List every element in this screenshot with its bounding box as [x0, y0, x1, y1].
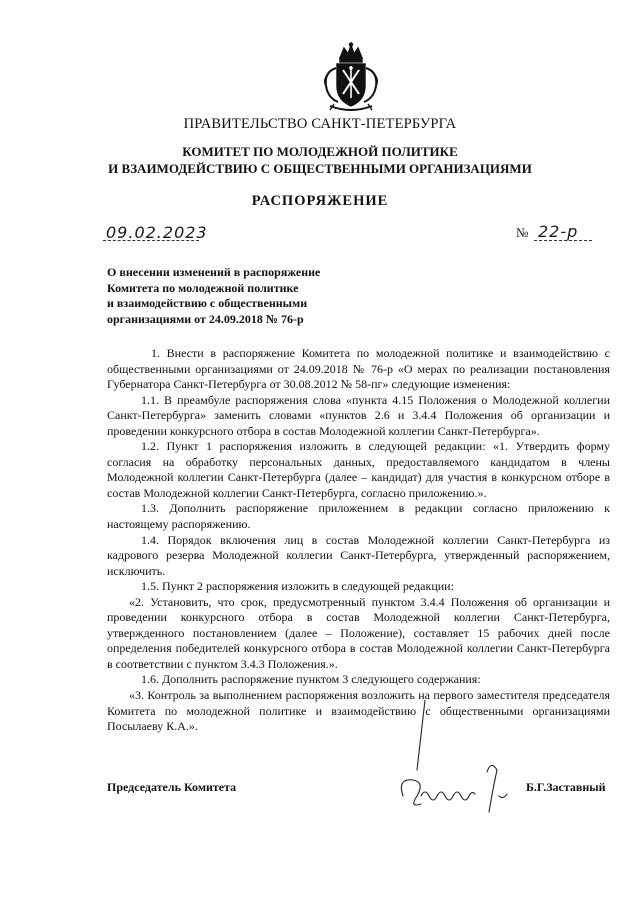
subject-line: О внесении изменений в распоряжение: [107, 265, 321, 279]
government-title: ПРАВИТЕЛЬСТВО САНКТ-ПЕТЕРБУРГА: [183, 116, 457, 132]
subject-line: организациями от 24.09.2018 № 76-р: [107, 311, 304, 326]
paragraph-1-3: 1.3. Дополнить распоряжение приложением в редакции согласно приложению к настоящему распоряжению.: [107, 501, 610, 532]
committee-title-line-1: КОМИТЕТ ПО МОЛОДЕЖНОЙ ПОЛИТИКЕ: [182, 144, 458, 159]
paragraph-1-5-quote: «2. Установить, что срок, предусмотренный пунктом 3.4.4 Положения об организации и проведении конкурсного отбора в состав Молодежной коллегии Санкт-Петербурга, утвержденного постановлением (далее – Положение), составляет 15 рабочих дней после определения победителей конкурсного отбора в состав Молодежной коллегии Санкт-Петербурга в соответствии с пунктом 3.4.3 Положения.».: [107, 594, 610, 671]
signatory-title: Председатель Комитета: [107, 780, 237, 794]
subject-line: Комитета по молодежной политике: [107, 280, 299, 295]
committee-title: [0, 143, 640, 177]
document-body: [107, 346, 610, 735]
document-type: РАСПОРЯЖЕНИЕ: [251, 193, 389, 209]
paragraph-1-5: 1.5. Пункт 2 распоряжения изложить в следующей редакции:: [141, 579, 454, 594]
signatory-name: Б.Г.Заставный: [526, 780, 606, 794]
paragraph-1-4: 1.4. Порядок включения лиц в состав Молодежной коллегии Санкт-Петербурга из кадрового резерва Молодежной коллегии Санкт-Петербурга, утвержденный распоряжением, исключить.: [107, 532, 610, 578]
handwritten-signature: [395, 700, 515, 815]
paragraph-1-6-quote: «3. Контроль за выполнением распоряжения возложить на первого заместителя председателя Комитета по молодежной политике и взаимодействию с общественными организациями Посылаеву К.А.».: [107, 688, 610, 734]
document-subject: [107, 265, 367, 327]
paragraph-1-2: 1.2. Пункт 1 распоряжения изложить в следующей редакции: «1. Утвердить форму согласия на обработку персональных данных, предоставляемого кандидатом в члены Молодежной коллегии Санкт-Петербурга (далее – кандидат) для участия в конкурсном отборе в состав Молодежной коллегии Санкт-Петербурга, согласно приложению.».: [107, 439, 610, 500]
coat-of-arms-icon: [318, 42, 384, 114]
document-date: 09.02.2023: [106, 223, 208, 242]
paragraph-1-1: 1.1. В преамбуле распоряжения слова «пункта 4.15 Положения о Молодежной коллегии Санкт-Петербурга» заменить словами «пунктов 2.6 и 3.4.4 Положения об организации и проведении конкурсного отбора в состав Молодежной коллегии Санкт-Петербурга».: [107, 392, 610, 438]
document-number: 22-р: [538, 222, 579, 241]
number-label: №: [516, 225, 529, 240]
committee-title-line-2: И ВЗАИМОДЕЙСТВИЮ С ОБЩЕСТВЕННЫМИ ОРГАНИЗАЦИЯМИ: [108, 161, 532, 176]
date-underline: [103, 240, 199, 241]
number-underline: [534, 240, 592, 241]
subject-line: и взаимодействию с общественными: [107, 296, 308, 310]
paragraph-1: 1. Внести в распоряжение Комитета по молодежной политике и взаимодействию с общественными организациями от 24.09.2018 № 76-р «О мерах по реализации постановления Губернатора Санкт-Петербурга от 30.08.2012 № 58-пг» следующие изменения:: [107, 346, 610, 392]
paragraph-1-6: 1.6. Дополнить распоряжение пунктом 3 следующего содержания:: [141, 672, 481, 687]
